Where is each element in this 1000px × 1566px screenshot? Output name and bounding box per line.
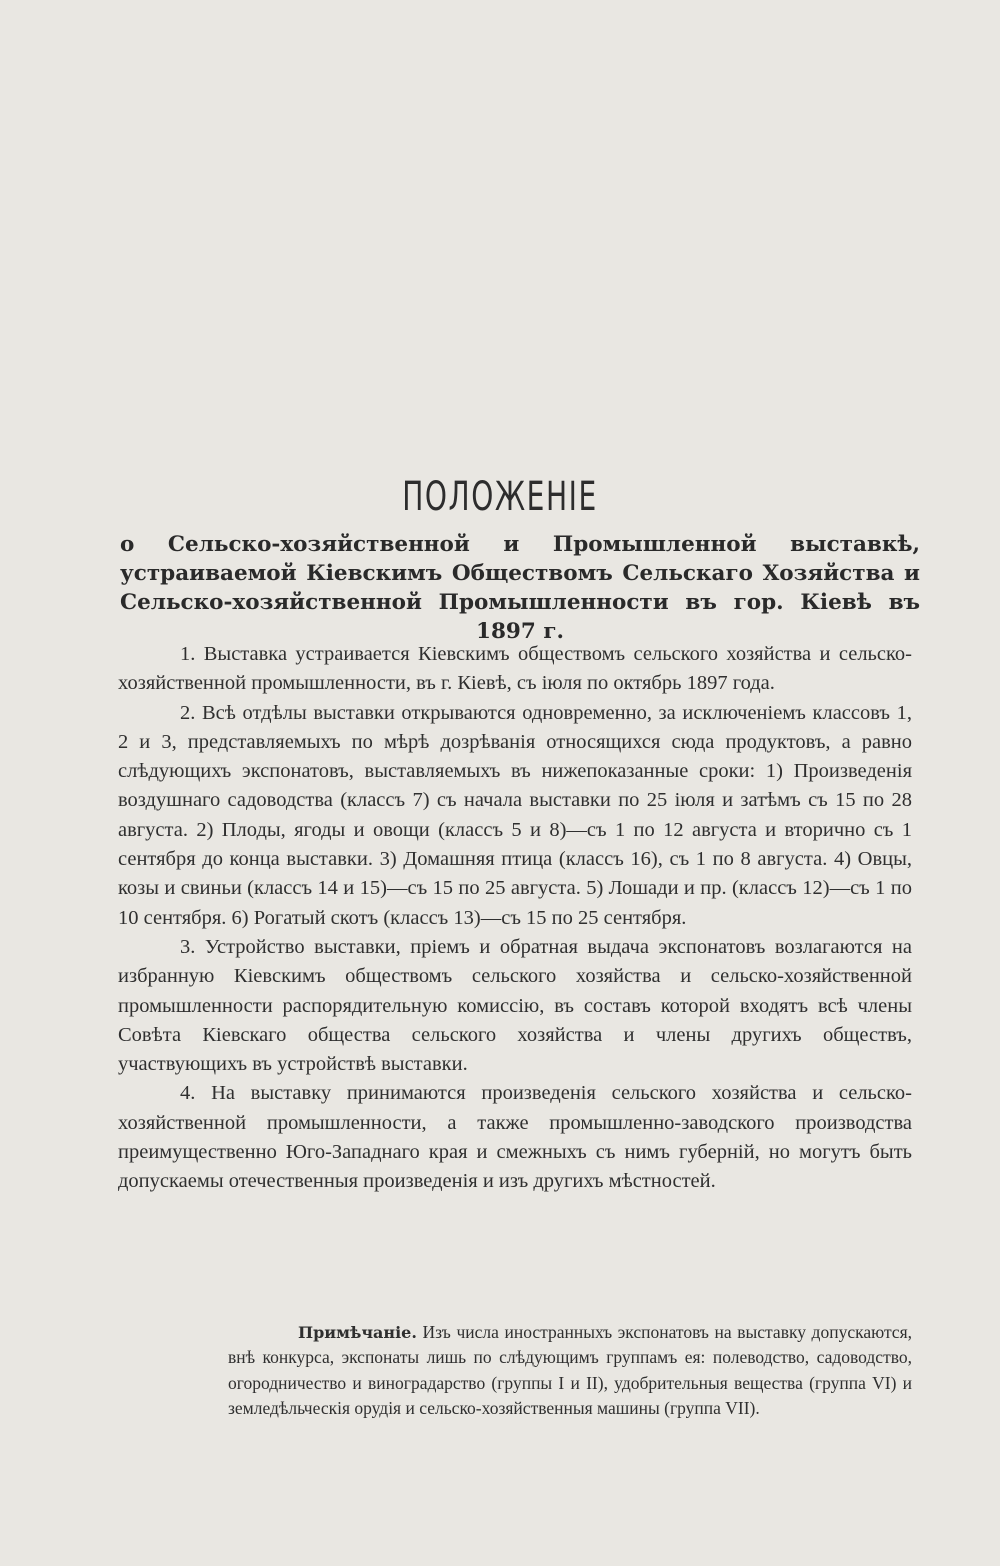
paragraph-1: 1. Выставка устраивается Кіевскимъ обществомъ сельского хозяйства и сельско-хозяйственной промышленности, въ г. Кіевѣ, съ іюля по октябрь 1897 года. [118,643,912,695]
paragraph-3: 3. Устройство выставки, пріемъ и обратная выдача экспонатовъ возлагаются на избранную Кіевскимъ обществомъ сельского хозяйства и сельско-хозяйственной промышленности распорядительную комиссію, въ составъ которой входятъ всѣ члены Совѣта Кіевскаго общества сельского хозяйства и члены другихъ обществъ, участвующихъ въ устройствѣ выставки. [118,935,912,1076]
note-label: Примѣчаніе. [298,1323,417,1342]
document-body [118,640,912,1197]
paragraph-2: 2. Всѣ отдѣлы выставки открываются одновременно, за исключеніемъ классовъ 1, 2 и 3, представляемыхъ по мѣрѣ дозрѣванія относящихся сюда продуктовъ, а равно слѣдующихъ экспонатовъ, выставляемыхъ въ нижепоказанные сроки: 1) Произведенія воздушнаго садоводства (классъ 7) съ начала выставки по 25 іюля и затѣмъ съ 15 по 28 августа. 2) Плоды, ягоды и овощи (классъ 5 и 8)—съ 1 по 12 августа и вторично съ 1 сентября до конца выставки. 3) Домашняя птица (классъ 16), съ 1 по 8 августа. 4) Овцы, козы и свиньи (классъ 14 и 15)—съ 15 по 25 августа. 5) Лошади и пр. (классъ 12)—съ 1 по 10 сентября. 6) Рогатый скотъ (классъ 13)—съ 15 по 25 сентября. [118,701,912,929]
paragraph-4: 4. На выставку принимаются произведенія сельского хозяйства и сельско-хозяйственной промышленности, а также промышленно-заводского производства преимущественно Юго-Западнаго края и смежныхъ съ нимъ губерній, но могутъ быть допускаемы отечественныя произведенія и изъ другихъ мѣстностей. [118,1082,912,1193]
note-block [228,1320,912,1422]
document-subtitle: о Сельско-хозяйственной и Промышленной выставкѣ, устраиваемой Кіевскимъ Обществомъ Сельскаго Хозяйства и Сельско-хозяйственной Промышленности въ гор. Кіевѣ въ 1897 г. [120,532,920,644]
note-text: Изъ числа иностранныхъ экспонатовъ на выставку допускаются, внѣ конкурса, экспонаты лишь по слѣдующимъ группамъ ея: полеводство, садоводство, огородничество и виноградарство (группы I и II), удобрительныя вещества (группа VI) и земледѣльческія орудія и сельско-хозяйственныя машины (группа VII). [228,1322,912,1419]
note-paragraph [228,1320,912,1422]
document-title: ПОЛОЖЕНІЕ [402,474,598,520]
